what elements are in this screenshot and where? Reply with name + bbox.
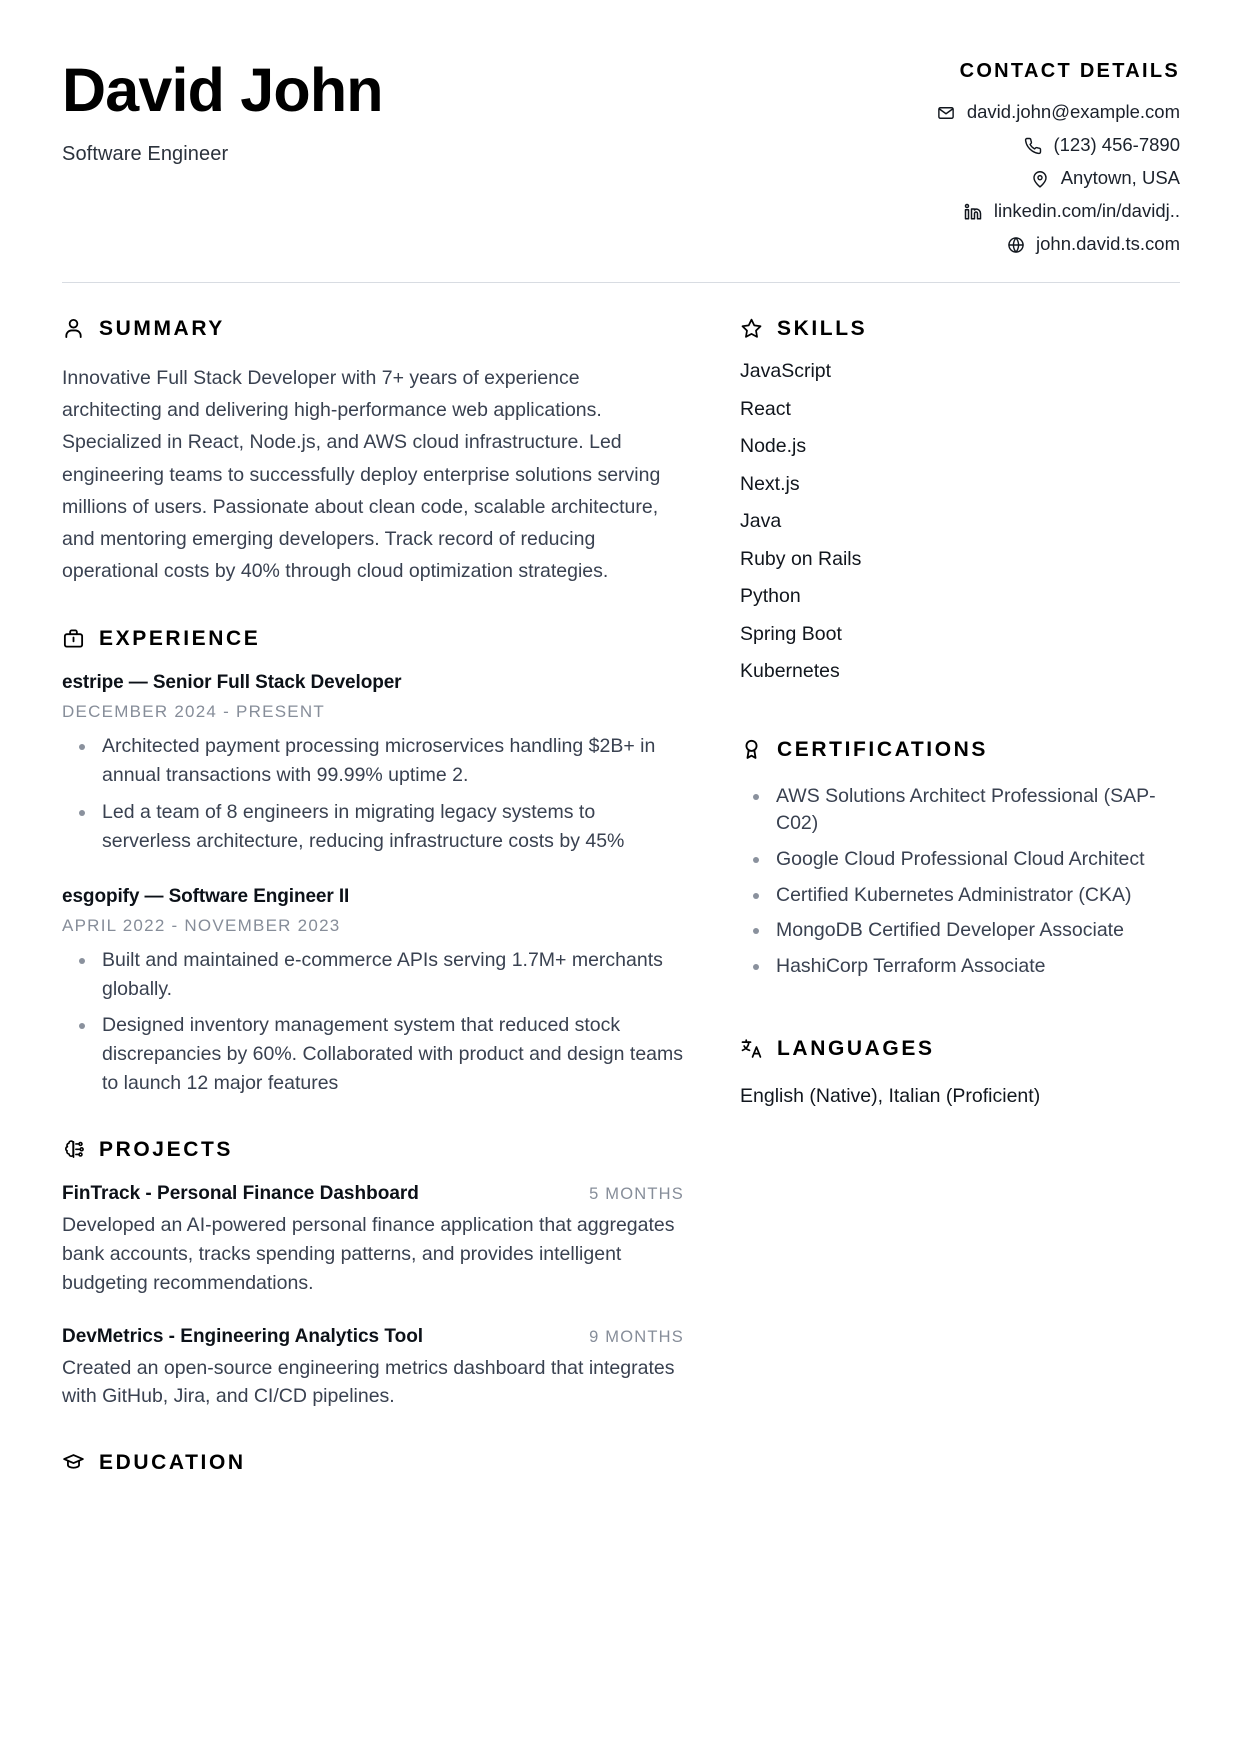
contact-location — [850, 169, 1180, 188]
skill-item: React — [740, 397, 791, 420]
contact-phone[interactable] — [850, 136, 1180, 155]
projects-heading — [62, 1138, 684, 1161]
candidate-name: David John — [62, 56, 383, 124]
job-bullet: Designed inventory management system that reduced stock discrepancies by 60%. Collaborated with product and design teams to launch 12 major features — [62, 1011, 684, 1098]
globe-icon — [1006, 235, 1025, 254]
certification-item: MongoDB Certified Developer Associate — [740, 917, 1180, 945]
candidate-role: Software Engineer — [62, 142, 229, 165]
envelope-icon — [937, 103, 956, 122]
project-name: DevMetrics - Engineering Analytics Tool — [62, 1325, 424, 1347]
contact-website-value: john.david.ts.com — [1036, 233, 1180, 255]
skill-item: Spring Boot — [740, 622, 842, 645]
certification-item: AWS Solutions Architect Professional (SAP-C02) — [740, 783, 1180, 838]
section-languages — [740, 1037, 1180, 1111]
experience-item — [62, 672, 684, 855]
job-bullet: Led a team of 8 engineers in migrating legacy systems to serverless architecture, reducing infrastructure costs by 45% — [62, 798, 684, 856]
summary-text: Innovative Full Stack Developer with 7+ years of experience architecting and delivering high-performance web applications. Specialized in React, Node.js, and AWS cloud infrastructure. Led engineering teams to successfully deploy enterprise solutions serving millions of users. Passionate about clean code, scalable architecture, and mentoring emerging developers. Track record of reducing operational costs by 40% through cloud optimization strategies. — [62, 367, 661, 583]
certification-item: HashiCorp Terraform Associate — [740, 953, 1180, 981]
experience-item — [62, 886, 684, 1098]
languages-heading — [740, 1037, 1180, 1060]
skills-heading — [740, 317, 1180, 340]
skill-item: Java — [740, 510, 782, 532]
skills-list — [740, 362, 1180, 682]
section-summary — [62, 317, 684, 587]
certifications-list — [740, 783, 1180, 981]
project-duration: 5 MONTHS — [589, 1184, 684, 1203]
job-dates: DECEMBER 2024 - PRESENT — [62, 702, 326, 722]
job-bullets — [62, 732, 684, 855]
contact-phone-value: (123) 456-7890 — [1053, 134, 1180, 156]
languages-title: LANGUAGES — [777, 1036, 935, 1060]
brain-icon — [62, 1138, 85, 1161]
contact-email-value: david.john@example.com — [966, 101, 1180, 123]
graduation-cap-icon — [62, 1451, 85, 1474]
award-icon — [740, 738, 763, 761]
map-pin-icon — [1031, 169, 1050, 188]
identity-block — [62, 52, 383, 166]
education-heading — [62, 1451, 684, 1474]
certifications-heading — [740, 738, 1180, 761]
certification-item: Google Cloud Professional Cloud Architect — [740, 846, 1180, 874]
job-bullet: Architected payment processing microservices handling $2B+ in annual transactions with 99.99% uptime 2. — [62, 732, 684, 790]
project-name: FinTrack - Personal Finance Dashboard — [62, 1182, 419, 1204]
skills-title: SKILLS — [777, 317, 868, 340]
project-item — [62, 1183, 684, 1298]
contact-website[interactable] — [850, 235, 1180, 254]
contact-location-value: Anytown, USA — [1060, 167, 1180, 189]
skill-item: Python — [740, 585, 801, 607]
experience-heading — [62, 627, 684, 650]
section-experience — [62, 627, 684, 1098]
project-header — [62, 1326, 684, 1348]
job-bullets — [62, 946, 684, 1098]
section-certifications — [740, 738, 1180, 981]
summary-heading — [62, 317, 684, 340]
education-title: EDUCATION — [99, 1451, 246, 1475]
right-column — [740, 317, 1180, 1111]
projects-title: PROJECTS — [99, 1137, 233, 1161]
linkedin-icon — [964, 202, 983, 221]
phone-icon — [1023, 136, 1042, 155]
section-projects — [62, 1138, 684, 1411]
experience-title: EXPERIENCE — [99, 627, 261, 651]
contact-email[interactable] — [850, 103, 1180, 122]
briefcase-icon — [62, 627, 85, 650]
person-icon — [62, 317, 85, 340]
skill-item: JavaScript — [740, 360, 832, 382]
contact-details — [850, 52, 1180, 254]
translate-icon — [740, 1037, 763, 1060]
certifications-title: CERTIFICATIONS — [777, 737, 989, 761]
resume-header — [62, 52, 1180, 282]
skill-item: Next.js — [740, 472, 800, 495]
project-description: Created an open-source engineering metrics dashboard that integrates with GitHub, Jira, and CI/CD pipelines. — [62, 1356, 675, 1408]
project-duration: 9 MONTHS — [589, 1327, 684, 1346]
contact-details-heading: CONTACT DETAILS — [959, 60, 1180, 82]
left-column — [62, 317, 684, 1496]
certification-item: Certified Kubernetes Administrator (CKA) — [740, 882, 1180, 910]
star-icon — [740, 317, 763, 340]
section-education — [62, 1451, 684, 1474]
project-item — [62, 1326, 684, 1412]
section-skills — [740, 317, 1180, 682]
header-divider — [62, 282, 1180, 283]
project-description: Developed an AI-powered personal finance application that aggregates bank accounts, tracks spending patterns, and provides intelligent budgeting recommendations. — [62, 1213, 675, 1294]
contact-linkedin-value: linkedin.com/in/davidj.. — [993, 200, 1180, 222]
summary-title: SUMMARY — [99, 317, 225, 340]
job-title: esgopify — Software Engineer II — [62, 885, 350, 907]
skill-item: Kubernetes — [740, 660, 840, 682]
job-dates: APRIL 2022 - NOVEMBER 2023 — [62, 915, 341, 935]
job-bullet: Built and maintained e-commerce APIs serving 1.7M+ merchants globally. — [62, 946, 684, 1004]
job-title: estripe — Senior Full Stack Developer — [62, 672, 402, 694]
contact-linkedin[interactable] — [850, 202, 1180, 221]
resume-body — [62, 317, 1180, 1496]
skill-item: Ruby on Rails — [740, 547, 862, 570]
project-header — [62, 1183, 684, 1205]
languages-text: English (Native), Italian (Proficient) — [740, 1084, 1041, 1107]
skill-item: Node.js — [740, 435, 807, 457]
